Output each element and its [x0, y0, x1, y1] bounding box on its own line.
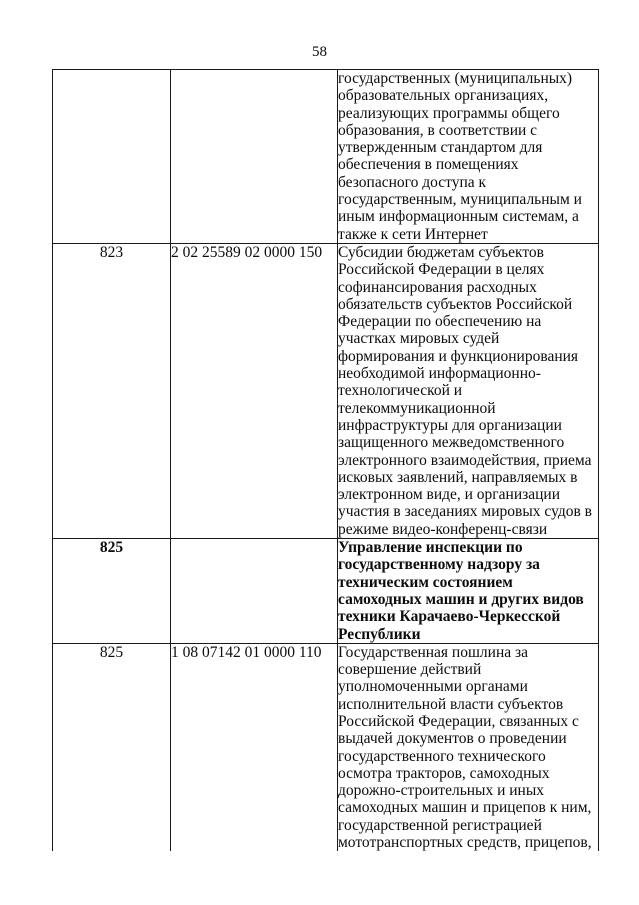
admin-code-cell: 823 — [53, 243, 171, 538]
name-text-line: иным информационным системам, а — [338, 208, 579, 226]
name-text-line: выдачей документов о проведении — [338, 730, 567, 748]
name-text-line: утвержденным стандартом для — [338, 139, 543, 157]
name-text-line: самоходных машин и других видов — [338, 590, 584, 608]
name-text-line: электронном виде, и организации — [338, 486, 561, 504]
name-text-line: участия в заседаниях мировых судов в — [338, 503, 592, 521]
name-text-line: Федерации по обеспечению на — [338, 313, 542, 331]
name-text-line: участках мировых судей — [338, 330, 500, 348]
name-text-line: уполномоченными органами — [338, 678, 528, 696]
name-text-line: также к сети Интернет — [338, 225, 488, 243]
name-text-line: защищенного межведомственного — [338, 434, 565, 452]
name-text-line: Российской Федерации в целях — [338, 261, 545, 279]
name-text-line: совершение действий — [338, 661, 482, 679]
name-text-line: реализующих программы общего — [338, 104, 560, 122]
name-text-line: техническим состоянием — [338, 573, 513, 591]
name-text-line: дорожно-строительных и иных — [338, 782, 545, 800]
name-text-line: Государственная пошлина за — [338, 643, 528, 661]
budget-code-cell — [171, 539, 338, 644]
name-text-line: государственного технического — [338, 747, 546, 765]
name-text-line: государственной регистрацией — [338, 816, 542, 834]
page-number: 58 — [312, 44, 327, 60]
name-text-line: необходимой информационно- — [338, 365, 541, 383]
revenue-name-cell — [338, 70, 599, 244]
name-text-line: инфраструктуры для организации — [338, 416, 562, 434]
admin-code-cell: 825 — [53, 643, 171, 851]
name-text-line: государственному надзору за — [338, 556, 540, 574]
name-text-line: Российской Федерации, связанных с — [338, 712, 579, 730]
budget-code-cell: 2 02 25589 02 0000 150 — [171, 243, 338, 538]
table-row — [53, 70, 599, 244]
name-text-line: исковых заявлений, направляемых в — [338, 468, 578, 486]
name-text-line: техники Карачаево-Черкесской — [338, 608, 561, 626]
name-text-line: государственным, муниципальным и — [338, 191, 582, 209]
name-text-line: осмотра тракторов, самоходных — [338, 764, 550, 782]
revenue-name-cell — [338, 243, 599, 538]
budget-codes-table — [52, 69, 599, 851]
table-row — [53, 243, 599, 538]
name-text-line: обеспечения в помещениях — [338, 156, 519, 174]
table-row — [53, 539, 599, 644]
name-text-line: Управление инспекции по — [338, 539, 523, 557]
name-text-line: образования, в соответствии с — [338, 121, 538, 139]
name-text-line: исполнительной власти субъектов — [338, 695, 564, 713]
name-text-line: государственных (муниципальных) — [338, 70, 573, 87]
name-text-line: Субсидии бюджетам субъектов — [338, 243, 544, 261]
budget-code-cell — [171, 70, 338, 244]
name-text-line: электронного взаимодействия, приема — [338, 451, 592, 469]
name-text-line: безопасного доступа к — [338, 173, 487, 191]
name-text-line: самоходных машин и прицепов к ним, — [338, 799, 592, 817]
name-text-line: телекоммуникационной — [338, 399, 496, 417]
admin-code-cell: 825 — [53, 539, 171, 644]
revenue-name-cell — [338, 643, 599, 851]
admin-code-cell — [53, 70, 171, 244]
name-text-line: режиме видео-конференц-связи — [338, 520, 548, 538]
name-text-line: обязательств субъектов Российской — [338, 295, 573, 313]
name-text-line: мототранспортных средств, прицепов, — [338, 834, 592, 852]
table-row — [53, 643, 599, 851]
name-text-line: Республики — [338, 625, 421, 643]
name-text-line: образовательных организациях, — [338, 87, 549, 105]
budget-code-cell: 1 08 07142 01 0000 110 — [171, 643, 338, 851]
name-text-line: софинансирования расходных — [338, 278, 537, 296]
revenue-name-cell — [338, 539, 599, 644]
name-text-line: технологической и — [338, 382, 463, 400]
name-text-line: формирования и функционирования — [338, 347, 579, 365]
